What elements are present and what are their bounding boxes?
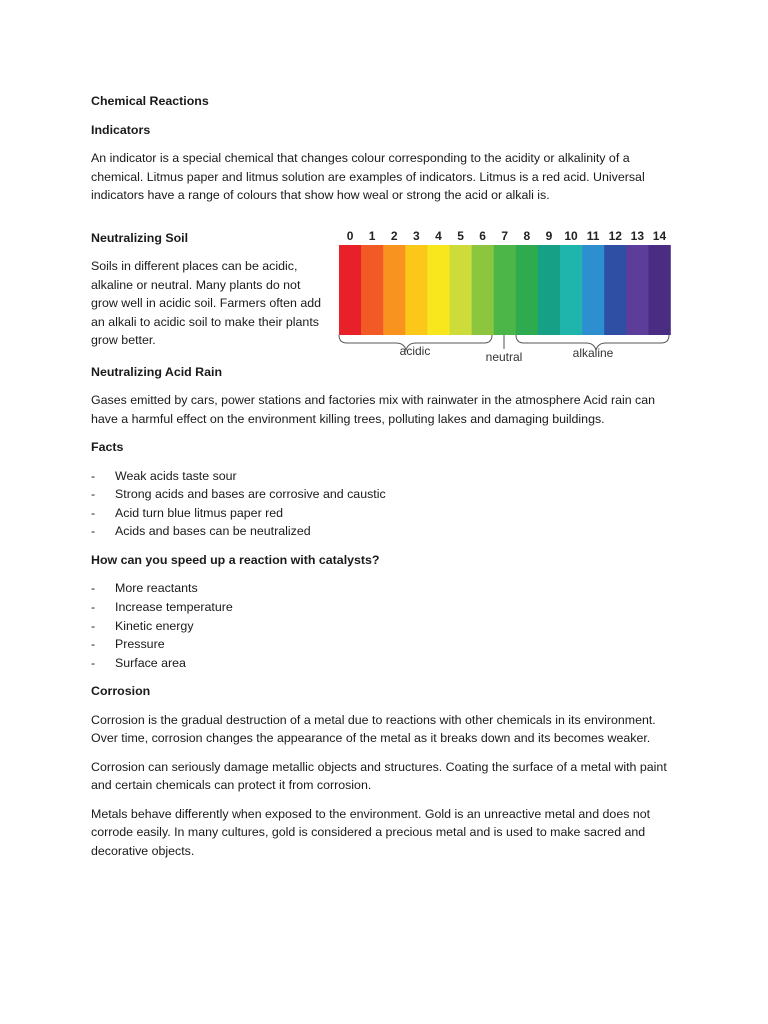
ph-swatch bbox=[560, 245, 582, 335]
ph-swatch bbox=[361, 245, 383, 335]
ph-number: 11 bbox=[586, 229, 600, 243]
indicators-heading: Indicators bbox=[91, 122, 151, 137]
ph-number: 10 bbox=[564, 229, 578, 243]
list-item-text: Increase temperature bbox=[115, 599, 233, 614]
ph-swatch bbox=[494, 245, 516, 335]
list-item bbox=[91, 467, 681, 486]
list-item-text: Strong acids and bases are corrosive and caustic bbox=[115, 487, 386, 502]
corrosion-paragraph-2: Corrosion can seriously damage metallic objects and structures. Coating the surface of a metal with paint and certain chemicals can protect it from corrosion. bbox=[91, 759, 667, 793]
document-page bbox=[91, 92, 681, 860]
acid-rain-heading: Neutralizing Acid Rain bbox=[91, 364, 223, 379]
list-item bbox=[91, 617, 681, 636]
ph-number: 0 bbox=[346, 229, 354, 243]
soil-heading: Neutralizing Soil bbox=[91, 230, 189, 245]
ph-number-labels bbox=[347, 229, 667, 243]
ph-number: 13 bbox=[630, 229, 645, 243]
ph-number: 3 bbox=[413, 229, 420, 243]
dash-bullet: - bbox=[91, 637, 96, 652]
ph-number: 2 bbox=[390, 229, 398, 243]
document-title: Chemical Reactions bbox=[91, 94, 209, 108]
dash-bullet: - bbox=[91, 524, 96, 539]
ph-number: 7 bbox=[501, 229, 509, 243]
list-item bbox=[91, 598, 681, 617]
alkaline-label: alkaline bbox=[572, 346, 614, 360]
facts-list bbox=[91, 467, 681, 541]
catalysts-heading: How can you speed up a reaction with catalysts? bbox=[91, 552, 380, 567]
list-item bbox=[91, 579, 681, 598]
dash-bullet: - bbox=[91, 581, 96, 596]
neutral-label: neutral bbox=[485, 350, 523, 364]
list-item-text: Pressure bbox=[115, 637, 165, 652]
ph-scale-diagram bbox=[336, 225, 676, 365]
list-item-text: Weak acids taste sour bbox=[115, 468, 237, 483]
list-item bbox=[91, 654, 681, 673]
indicators-paragraph: An indicator is a special chemical that changes colour corresponding to the acidity or alkalinity of a chemical. Litmus paper and litmus solution are examples of indicators. Litmus is a red acid. Universal indicators have a range of colours that show how weal or strong the acid or alkali is. bbox=[91, 151, 645, 202]
facts-heading: Facts bbox=[91, 440, 124, 454]
catalysts-list bbox=[91, 579, 681, 672]
dash-bullet: - bbox=[91, 505, 96, 520]
list-item-text: Acid turn blue litmus paper red bbox=[115, 505, 284, 520]
ph-number: 12 bbox=[608, 229, 622, 243]
ph-swatch bbox=[450, 245, 472, 335]
list-item bbox=[91, 522, 681, 541]
ph-number: 6 bbox=[479, 229, 486, 243]
ph-swatch bbox=[383, 245, 405, 335]
dash-bullet: - bbox=[91, 468, 96, 483]
list-item bbox=[91, 485, 681, 504]
dash-bullet: - bbox=[91, 618, 96, 633]
list-item bbox=[91, 635, 681, 654]
corrosion-paragraph-1: Corrosion is the gradual destruction of a metal due to reactions with other chemicals in its environment. Over time, corrosion changes the appearance of the metal as it breaks down and its becomes weaker. bbox=[91, 712, 656, 746]
list-item-text: Surface area bbox=[115, 655, 186, 670]
acid-rain-paragraph: Gases emitted by cars, power stations and factories mix with rainwater in the atmosphere Acid rain can have a harmful effect on the environment killing trees, polluting lakes and damaging buildings. bbox=[91, 393, 656, 426]
ph-number: 5 bbox=[457, 229, 464, 243]
dash-bullet: - bbox=[91, 599, 96, 614]
soil-paragraph: Soils in different places can be acidic, alkaline or neutral. Many plants do not grow well in acidic soil. Farmers often add an alkali to acidic soil to make their plants grow better. bbox=[91, 259, 322, 347]
ph-swatch bbox=[604, 245, 626, 335]
list-item bbox=[91, 504, 681, 523]
ph-number: 14 bbox=[652, 229, 667, 243]
ph-swatch bbox=[427, 245, 449, 335]
ph-number: 9 bbox=[545, 229, 553, 243]
ph-color-bars bbox=[339, 245, 671, 335]
ph-number: 1 bbox=[368, 229, 376, 243]
ph-swatch bbox=[538, 245, 560, 335]
ph-swatch bbox=[648, 245, 670, 335]
ph-swatch bbox=[582, 245, 604, 335]
ph-swatch bbox=[626, 245, 648, 335]
ph-swatch bbox=[405, 245, 427, 335]
ph-swatch bbox=[516, 245, 538, 335]
dash-bullet: - bbox=[91, 487, 96, 502]
corrosion-heading: Corrosion bbox=[91, 684, 151, 699]
list-item-text: Acids and bases can be neutralized bbox=[115, 524, 311, 539]
acidic-label: acidic bbox=[399, 344, 431, 358]
ph-number: 8 bbox=[523, 229, 531, 243]
ph-swatch bbox=[472, 245, 494, 335]
ph-number: 4 bbox=[435, 229, 442, 243]
corrosion-paragraph-3: Metals behave differently when exposed to the environment. Gold is an unreactive metal and does not corrode easily. In many cultures, gold is considered a precious metal and is used to make sacred and decorative objects. bbox=[91, 806, 651, 858]
ph-swatch bbox=[339, 245, 361, 335]
dash-bullet: - bbox=[91, 655, 96, 670]
list-item-text: More reactants bbox=[115, 581, 198, 596]
list-item-text: Kinetic energy bbox=[115, 618, 194, 633]
